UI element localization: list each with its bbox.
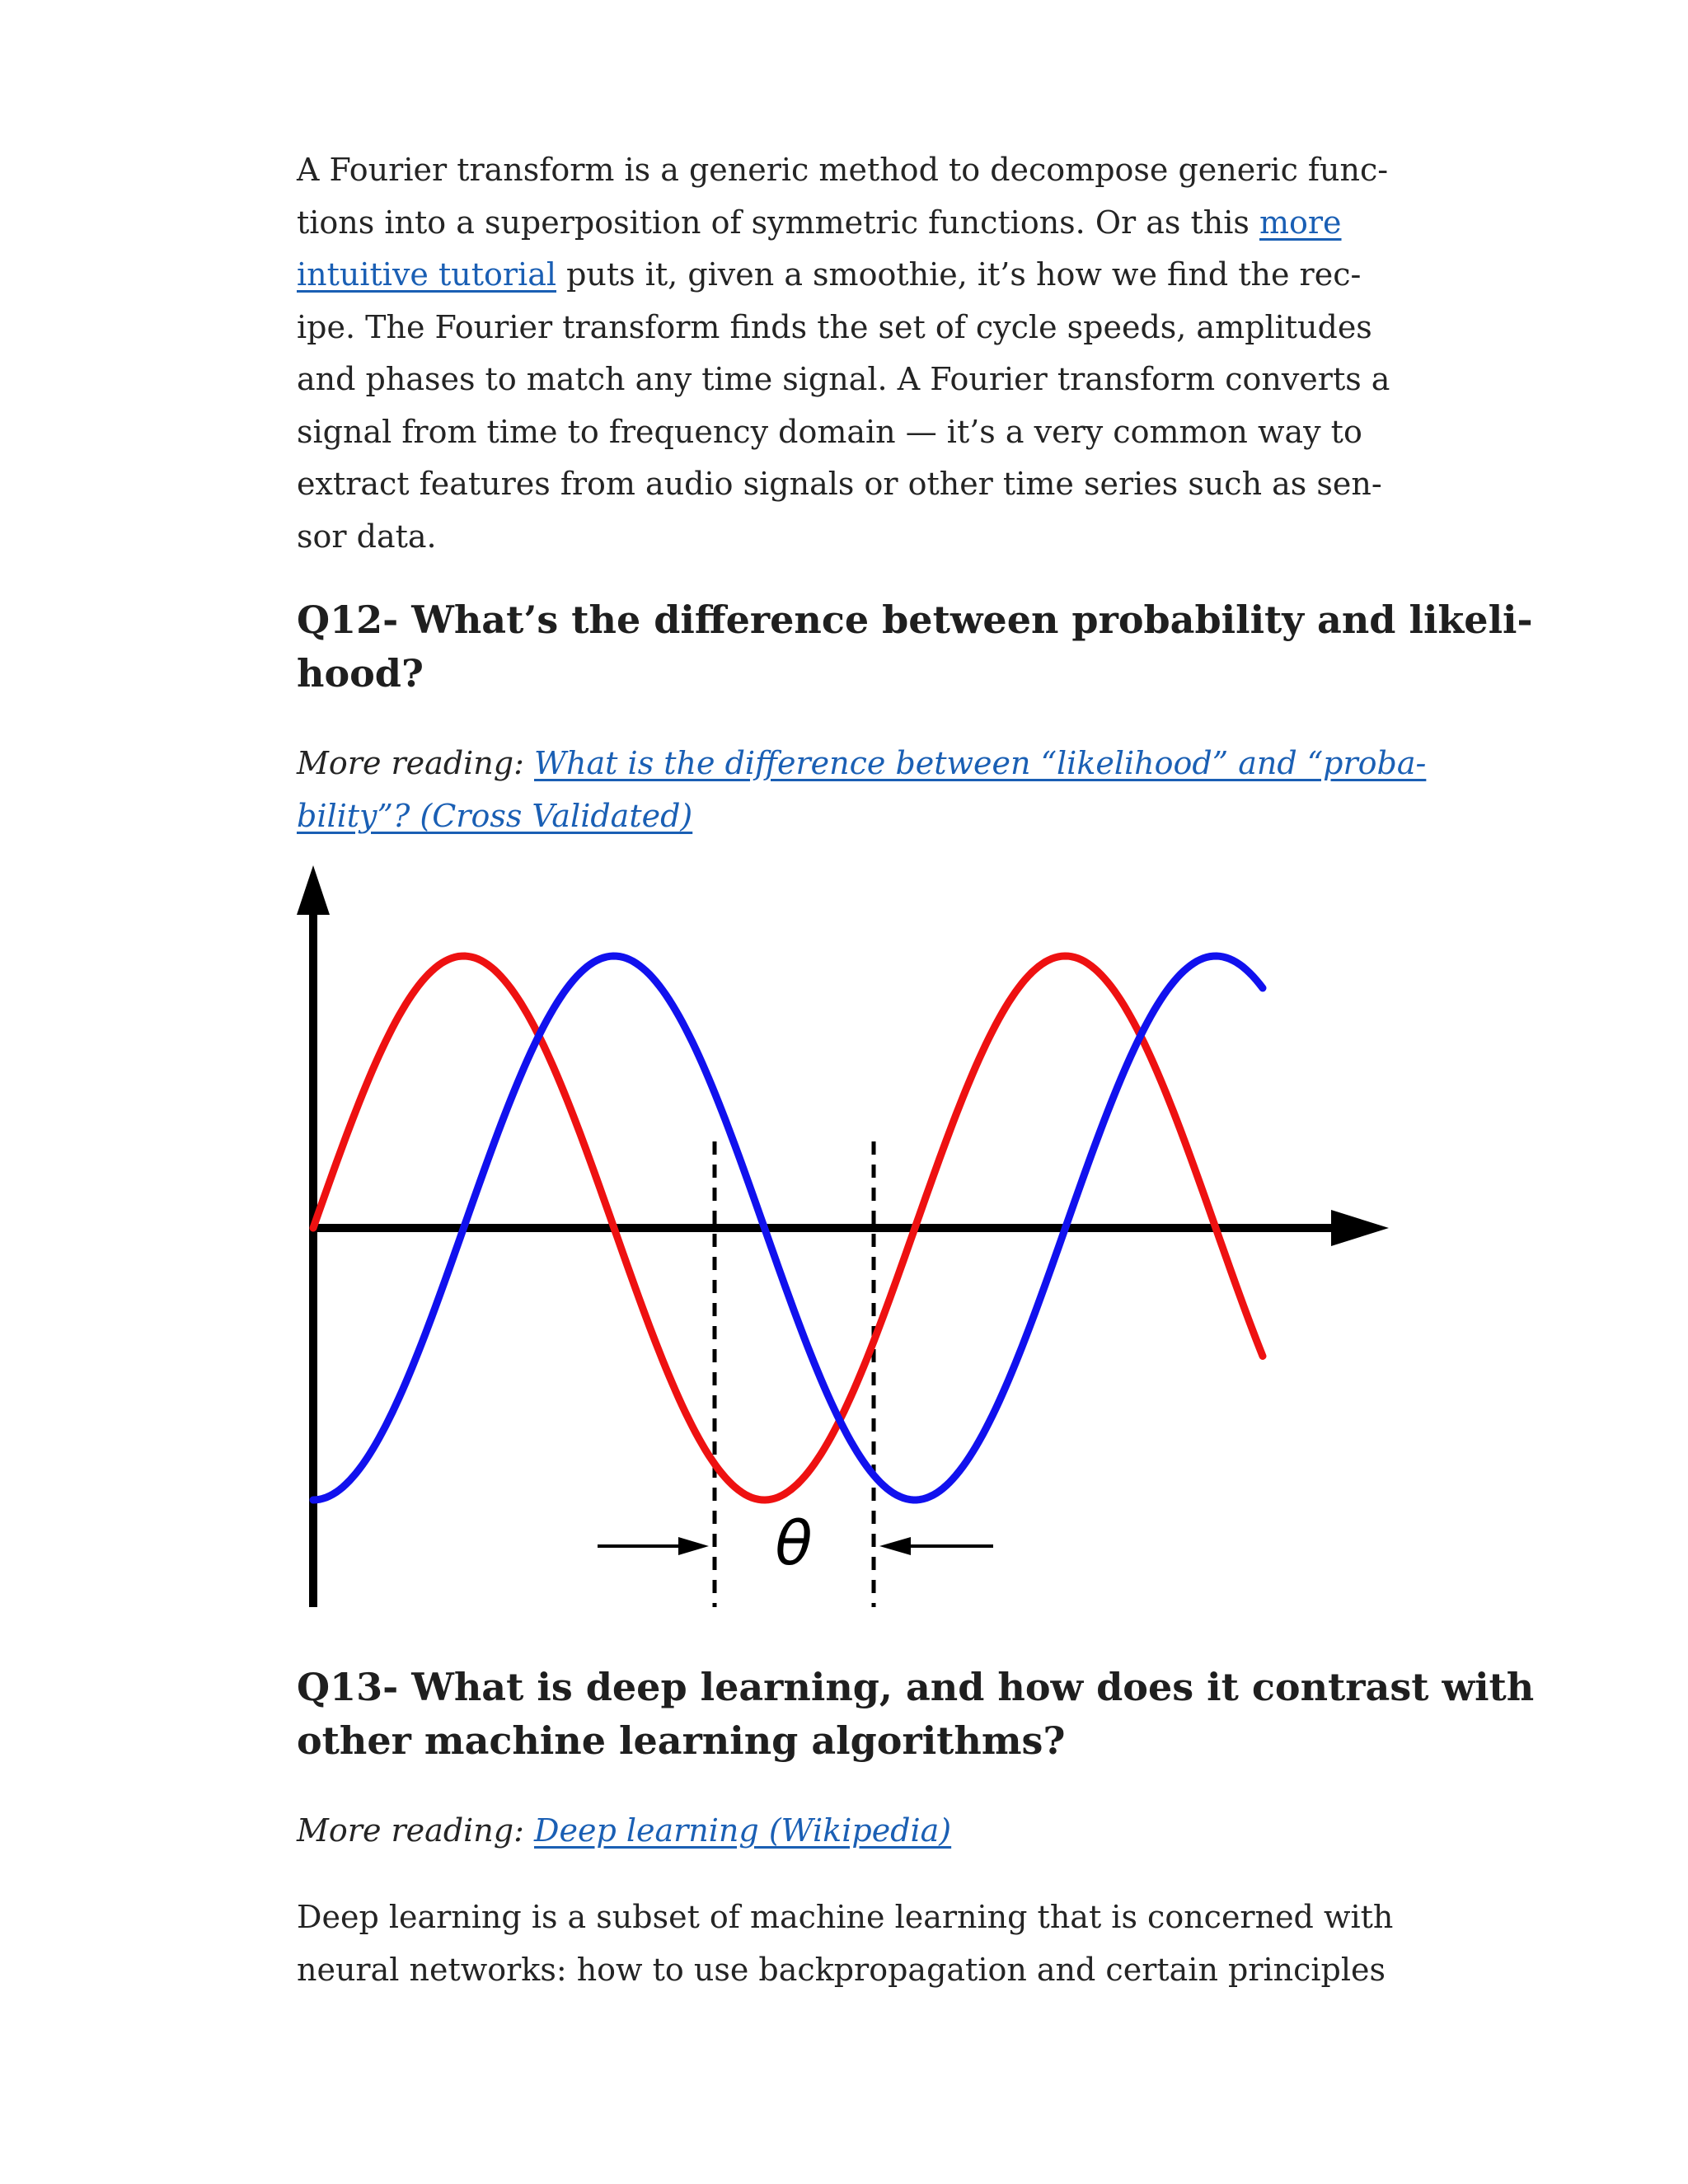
paragraph-line: sor data. xyxy=(297,518,437,555)
paragraph-line: signal from time to frequency domain — it’s a very common way to xyxy=(297,413,1362,450)
heading-line: hood? xyxy=(297,651,424,696)
cross-validated-link-cont[interactable]: bility”? (Cross Validated) xyxy=(297,797,693,834)
paragraph-line xyxy=(297,249,1385,302)
more-reading-text xyxy=(297,738,1427,842)
paragraph-text: puts it, given a smoothie, it’s how we find the rec- xyxy=(556,256,1362,293)
paragraph-line: neural networks: how to use backpropagation and certain principles xyxy=(297,1951,1386,1988)
heading-line: other machine learning algorithms? xyxy=(297,1718,1066,1763)
deep-learning-wikipedia-link[interactable]: Deep learning (Wikipedia) xyxy=(534,1812,952,1849)
paragraph-line: A Fourier transform is a generic method to decompose generic func- xyxy=(297,152,1389,188)
paragraph-line xyxy=(297,197,1385,250)
intuitive-tutorial-link[interactable]: more xyxy=(1259,204,1342,241)
paragraph-line: and phases to match any time signal. A Fourier transform converts a xyxy=(297,361,1390,397)
q12-section xyxy=(297,593,1533,701)
more-reading-label: More reading: xyxy=(297,1812,534,1849)
reading-line xyxy=(297,790,1385,843)
cross-validated-link[interactable]: What is the difference between “likelihood” and “proba- xyxy=(534,745,1427,781)
theta-left-arrow-icon xyxy=(678,1537,709,1555)
q13-more-reading xyxy=(297,1805,1385,1858)
theta-label: θ xyxy=(775,1508,813,1579)
q13-section xyxy=(297,1661,1535,1768)
q13-heading xyxy=(297,1661,1535,1768)
q12-more-reading xyxy=(297,738,1427,842)
deep-learning-paragraph xyxy=(297,1891,1394,1996)
y-axis-arrow-icon xyxy=(297,865,330,915)
paragraph-line: Deep learning is a subset of machine learning that is concerned with xyxy=(297,1899,1394,1935)
heading-line: Q12- What’s the difference between probability and likeli- xyxy=(297,598,1533,642)
heading-line: Q13- What is deep learning, and how does it contrast with xyxy=(297,1665,1535,1709)
paragraph-text: tions into a superposition of symmetric functions. Or as this xyxy=(297,204,1259,241)
q12-heading xyxy=(297,593,1533,701)
reading-line xyxy=(297,738,1427,790)
x-axis-arrow-icon xyxy=(1331,1210,1389,1246)
paragraph-line: extract features from audio signals or other time series such as sen- xyxy=(297,466,1382,502)
deep-learning-text xyxy=(297,1891,1394,1996)
more-reading-text xyxy=(297,1805,1385,1858)
theta-right-arrow-icon xyxy=(879,1537,911,1555)
phase-shift-figure xyxy=(293,865,1401,1624)
fourier-text xyxy=(297,144,1390,563)
paragraph-line: ipe. The Fourier transform finds the set of cycle speeds, amplitudes xyxy=(297,308,1372,345)
intuitive-tutorial-link-cont[interactable]: intuitive tutorial xyxy=(297,256,557,293)
more-reading-label: More reading: xyxy=(297,745,534,781)
fourier-paragraph xyxy=(297,144,1390,563)
